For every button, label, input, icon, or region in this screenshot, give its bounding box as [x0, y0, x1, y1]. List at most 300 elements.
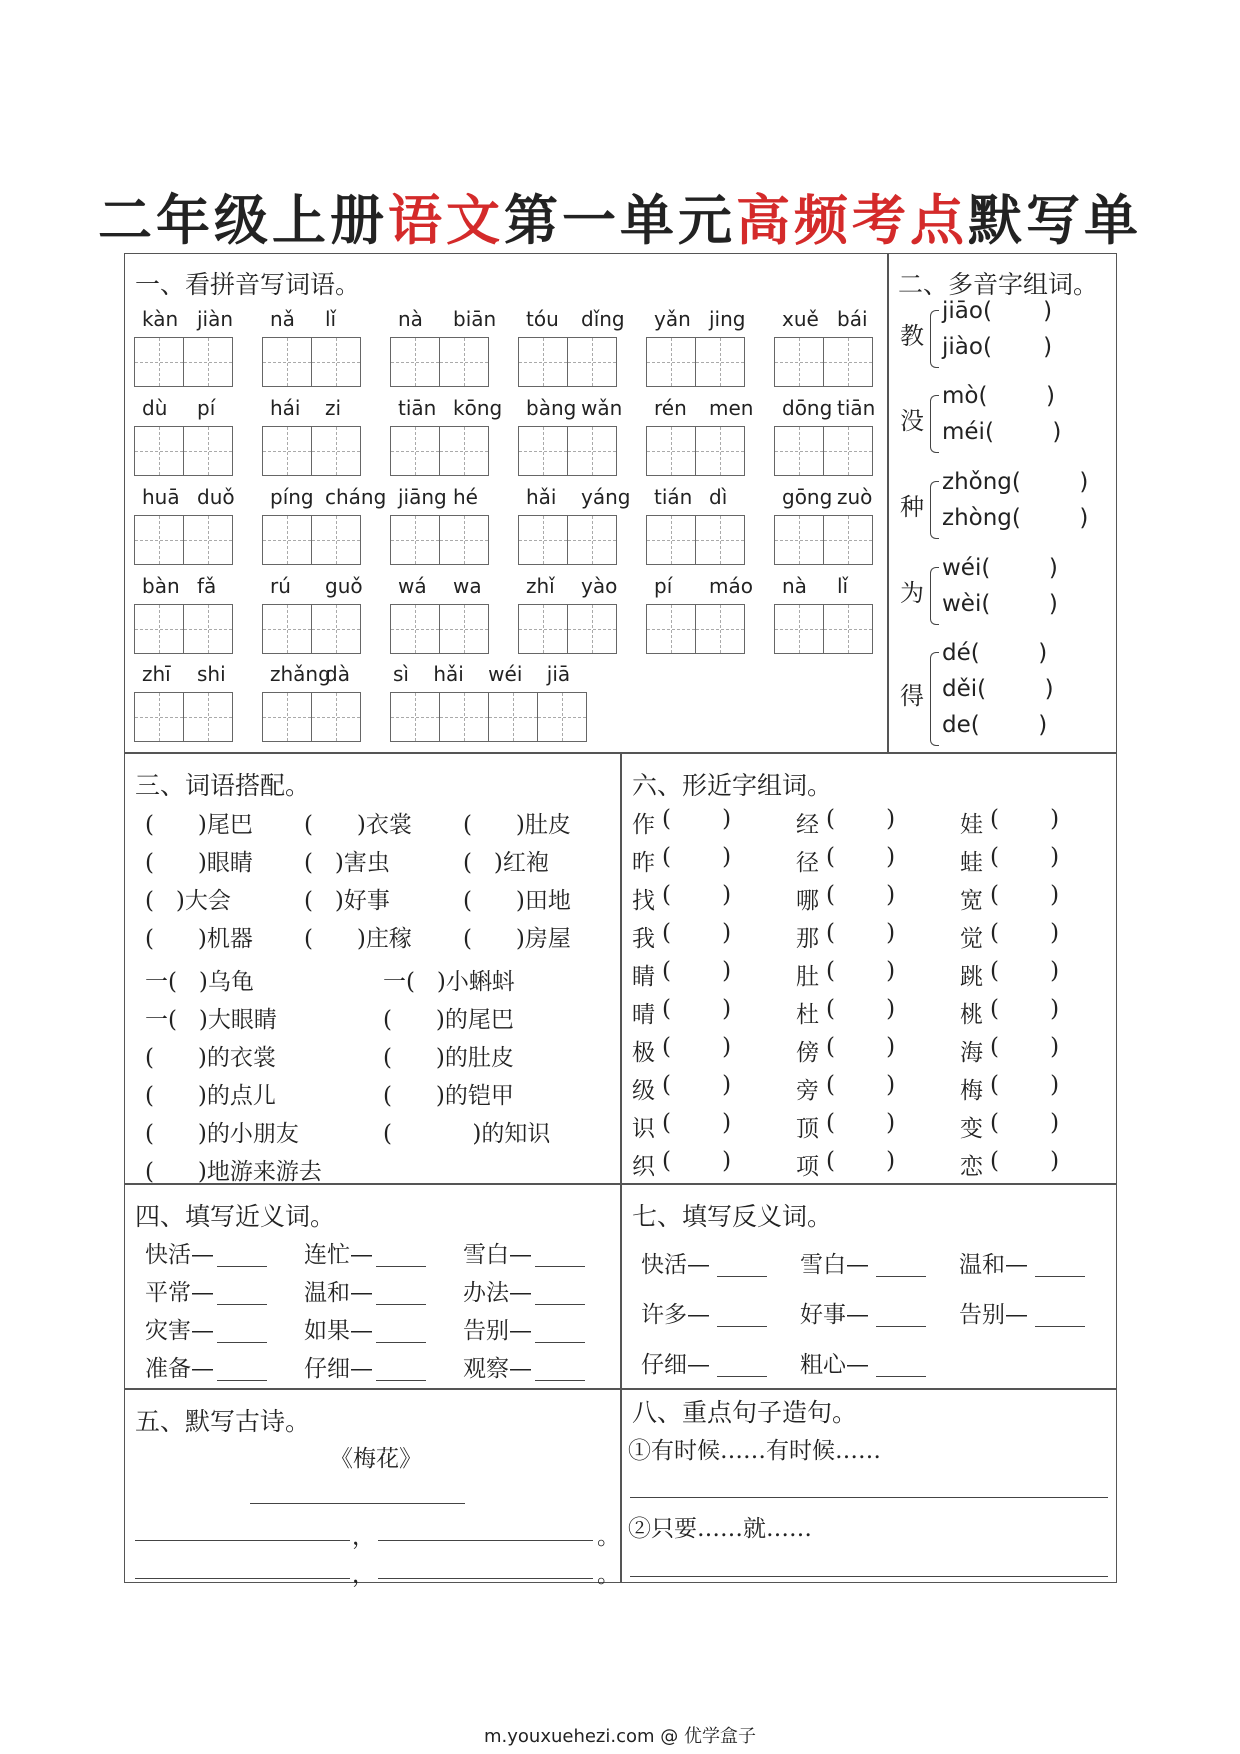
- polyphonic-char: 为: [900, 579, 924, 607]
- writing-grid[interactable]: [390, 515, 488, 565]
- pinyin-label: fǎ: [197, 574, 217, 598]
- synonym-blank[interactable]: [376, 1304, 426, 1305]
- tian-zi-cell[interactable]: [518, 604, 568, 654]
- polyphonic-char: 种: [900, 493, 924, 521]
- collocation-item[interactable]: ( )害虫: [304, 850, 390, 876]
- tian-zi-cell[interactable]: [774, 604, 824, 654]
- synonym-word: 灾害—: [145, 1318, 214, 1344]
- writing-grid[interactable]: [646, 426, 744, 476]
- similar-char: 项: [796, 1154, 819, 1180]
- tian-zi-cell[interactable]: [439, 692, 489, 742]
- tian-zi-cell[interactable]: [390, 692, 440, 742]
- similar-char-blank[interactable]: ( ): [826, 882, 896, 908]
- synonym-blank[interactable]: [376, 1380, 426, 1381]
- pinyin-label: tiān: [398, 396, 437, 420]
- pinyin-label: biān: [453, 307, 497, 331]
- writing-grid[interactable]: [390, 604, 488, 654]
- similar-char: 海: [960, 1040, 983, 1066]
- collocation-item[interactable]: 一( )大眼睛: [145, 1007, 277, 1033]
- pinyin-label: jiàn: [197, 307, 234, 331]
- tian-zi-cell[interactable]: [439, 604, 489, 654]
- pinyin-label: lǐ: [837, 574, 849, 598]
- collocation-item[interactable]: ( )的小朋友: [145, 1121, 299, 1147]
- pinyin-label: jiāng: [398, 485, 447, 509]
- polyphonic-item[interactable]: dé( ): [942, 640, 1048, 666]
- similar-char-blank[interactable]: ( ): [990, 1110, 1060, 1136]
- similar-char-blank[interactable]: ( ): [990, 996, 1060, 1022]
- tian-zi-cell[interactable]: [390, 337, 440, 387]
- pinyin-label: nà: [782, 574, 807, 598]
- writing-grid[interactable]: [390, 337, 488, 387]
- similar-char-blank[interactable]: ( ): [990, 1034, 1060, 1060]
- sentence-answer-blank[interactable]: [630, 1576, 1108, 1577]
- similar-char-blank[interactable]: ( ): [662, 844, 732, 870]
- writing-grid[interactable]: [646, 515, 744, 565]
- brace-icon: [930, 481, 939, 539]
- similar-char-blank[interactable]: ( ): [990, 882, 1060, 908]
- similar-char: 桃: [960, 1002, 983, 1028]
- tian-zi-cell[interactable]: [695, 515, 745, 565]
- pinyin-label: hé: [453, 485, 478, 509]
- synonym-word: 连忙—: [304, 1242, 373, 1268]
- pinyin-label: yǎn: [654, 307, 691, 331]
- similar-char: 我: [632, 926, 655, 952]
- similar-char-blank[interactable]: ( ): [826, 1148, 896, 1174]
- writing-grid[interactable]: [262, 426, 360, 476]
- pinyin-label: hǎi: [526, 485, 557, 509]
- tian-zi-cell[interactable]: [823, 604, 873, 654]
- similar-char: 级: [632, 1078, 655, 1104]
- similar-char-blank[interactable]: ( ): [990, 1148, 1060, 1174]
- divider: [620, 752, 622, 1583]
- comma: ，: [352, 1524, 375, 1550]
- pinyin-label: kōng: [453, 396, 503, 420]
- similar-char-blank[interactable]: ( ): [990, 958, 1060, 984]
- tian-zi-cell[interactable]: [183, 604, 233, 654]
- collocation-item[interactable]: 一( )小蝌蚪: [383, 969, 515, 995]
- similar-char: 跳: [960, 964, 983, 990]
- tian-zi-cell[interactable]: [311, 426, 361, 476]
- synonym-word: 平常—: [145, 1280, 214, 1306]
- comma: ，: [352, 1562, 375, 1588]
- collocation-item[interactable]: ( )的尾巴: [383, 1007, 514, 1033]
- pinyin-label: guǒ: [325, 574, 363, 598]
- similar-char-blank[interactable]: ( ): [662, 958, 732, 984]
- synonym-blank[interactable]: [376, 1342, 426, 1343]
- page-title: 二年级上册语文第一单元高频考点默写单: [98, 188, 1142, 252]
- pinyin-label: bàng: [526, 396, 577, 420]
- brace-icon: [930, 567, 939, 625]
- writing-grid[interactable]: [518, 337, 616, 387]
- section-title: 七、填写反义词。: [632, 1202, 833, 1231]
- tian-zi-cell[interactable]: [134, 692, 184, 742]
- similar-char-blank[interactable]: ( ): [662, 1034, 732, 1060]
- sentence-prompt: ②只要……就……: [628, 1516, 812, 1542]
- poem-line-blank[interactable]: [378, 1540, 593, 1541]
- writing-grid[interactable]: [134, 604, 232, 654]
- pinyin-label: dà: [325, 662, 350, 686]
- antonym-blank[interactable]: [717, 1376, 767, 1377]
- collocation-item[interactable]: ( )尾巴: [145, 812, 253, 838]
- tian-zi-cell[interactable]: [774, 426, 824, 476]
- tian-zi-cell[interactable]: [134, 337, 184, 387]
- section-title: 三、词语搭配。: [135, 771, 311, 800]
- tian-zi-cell[interactable]: [646, 515, 696, 565]
- collocation-item[interactable]: ( )地游来游去: [145, 1159, 322, 1185]
- similar-char-blank[interactable]: ( ): [662, 996, 732, 1022]
- tian-zi-cell[interactable]: [262, 604, 312, 654]
- section-title: 八、重点句子造句。: [632, 1398, 858, 1427]
- tian-zi-cell[interactable]: [311, 604, 361, 654]
- antonym-word: 快活—: [641, 1252, 710, 1278]
- divider: [887, 253, 889, 753]
- antonym-word: 仔细—: [641, 1352, 710, 1378]
- antonym-blank[interactable]: [876, 1326, 926, 1327]
- pinyin-label: rú: [270, 574, 291, 598]
- similar-char-blank[interactable]: ( ): [990, 844, 1060, 870]
- similar-char: 晴: [632, 1002, 655, 1028]
- tian-zi-cell[interactable]: [695, 426, 745, 476]
- tian-zi-cell[interactable]: [390, 604, 440, 654]
- antonym-word: 雪白—: [800, 1252, 869, 1278]
- poem-author-blank[interactable]: [250, 1503, 465, 1504]
- similar-char: 极: [632, 1040, 655, 1066]
- polyphonic-item[interactable]: děi( ): [942, 676, 1054, 702]
- similar-char-blank[interactable]: ( ): [662, 1110, 732, 1136]
- similar-char: 径: [796, 850, 819, 876]
- tian-zi-cell[interactable]: [311, 337, 361, 387]
- pinyin-label: máo: [709, 574, 753, 598]
- collocation-item[interactable]: ( )眼睛: [145, 850, 253, 876]
- pinyin-label: cháng: [325, 485, 387, 509]
- similar-char: 昨: [632, 850, 655, 876]
- period: 。: [597, 1562, 620, 1588]
- tian-zi-cell[interactable]: [823, 337, 873, 387]
- pinyin-label: dōng: [782, 396, 833, 420]
- tian-zi-cell[interactable]: [134, 426, 184, 476]
- polyphonic-item[interactable]: wéi( ): [942, 555, 1058, 581]
- polyphonic-item[interactable]: de( ): [942, 712, 1048, 738]
- tian-zi-cell[interactable]: [518, 426, 568, 476]
- synonym-blank[interactable]: [376, 1266, 426, 1267]
- poem-line-blank[interactable]: [378, 1578, 593, 1579]
- pinyin-label: wa: [453, 574, 482, 598]
- antonym-word: 好事—: [800, 1302, 869, 1328]
- collocation-item[interactable]: ( )肚皮: [463, 812, 571, 838]
- pinyin-label: tóu: [526, 307, 559, 331]
- similar-char-blank[interactable]: ( ): [662, 1072, 732, 1098]
- pinyin-label: rén: [654, 396, 687, 420]
- pinyin-label: wá: [398, 574, 427, 598]
- similar-char: 梅: [960, 1078, 983, 1104]
- similar-char-blank[interactable]: ( ): [990, 806, 1060, 832]
- pinyin-label: zhǎng: [270, 662, 331, 686]
- pinyin-label: zi: [325, 396, 342, 420]
- synonym-blank[interactable]: [535, 1342, 585, 1343]
- similar-char-blank[interactable]: ( ): [826, 806, 896, 832]
- similar-char-blank[interactable]: ( ): [826, 1110, 896, 1136]
- polyphonic-item[interactable]: wèi( ): [942, 591, 1058, 617]
- collocation-item[interactable]: ( )田地: [463, 888, 571, 914]
- pinyin-label: pí: [654, 574, 673, 598]
- pinyin-label: zuò: [837, 485, 873, 509]
- period: 。: [597, 1524, 620, 1550]
- writing-grid[interactable]: [134, 515, 232, 565]
- pinyin-label: pí: [197, 396, 216, 420]
- section-title: 二、多音字组词。: [898, 270, 1099, 299]
- brace-icon: [930, 652, 939, 746]
- writing-grid[interactable]: [262, 515, 360, 565]
- similar-char-blank[interactable]: ( ): [826, 996, 896, 1022]
- brace-icon: [930, 395, 939, 453]
- pinyin-label: huā: [142, 485, 180, 509]
- collocation-item[interactable]: ( )房屋: [463, 926, 571, 952]
- synonym-blank[interactable]: [217, 1380, 267, 1381]
- tian-zi-cell[interactable]: [262, 692, 312, 742]
- polyphonic-item[interactable]: méi( ): [942, 419, 1062, 445]
- antonym-blank[interactable]: [876, 1276, 926, 1277]
- similar-char: 睛: [632, 964, 655, 990]
- synonym-blank[interactable]: [535, 1266, 585, 1267]
- polyphonic-char: 得: [900, 682, 924, 710]
- polyphonic-char: 教: [900, 322, 924, 350]
- tian-zi-cell[interactable]: [537, 692, 587, 742]
- synonym-blank[interactable]: [535, 1380, 585, 1381]
- tian-zi-cell[interactable]: [774, 515, 824, 565]
- tian-zi-cell[interactable]: [695, 604, 745, 654]
- polyphonic-char: 没: [900, 407, 924, 435]
- similar-char: 织: [632, 1154, 655, 1180]
- similar-char: 觉: [960, 926, 983, 952]
- pinyin-label: shi: [197, 662, 226, 686]
- collocation-item[interactable]: ( )红袍: [463, 850, 549, 876]
- antonym-blank[interactable]: [717, 1326, 767, 1327]
- similar-char: 娃: [960, 812, 983, 838]
- similar-char-blank[interactable]: ( ): [826, 958, 896, 984]
- pinyin-label: sì hǎi wéi jiā: [393, 662, 571, 686]
- collocation-item[interactable]: ( )的知识: [383, 1121, 551, 1147]
- tian-zi-cell[interactable]: [695, 337, 745, 387]
- tian-zi-cell[interactable]: [262, 515, 312, 565]
- writing-grid[interactable]: [774, 515, 872, 565]
- synonym-word: 告别—: [463, 1318, 532, 1344]
- pinyin-label: kàn: [142, 307, 179, 331]
- writing-grid[interactable]: [518, 604, 616, 654]
- pinyin-label: hái: [270, 396, 301, 420]
- antonym-word: 粗心—: [800, 1352, 869, 1378]
- tian-zi-cell[interactable]: [646, 337, 696, 387]
- tian-zi-cell[interactable]: [262, 426, 312, 476]
- writing-grid[interactable]: [774, 604, 872, 654]
- polyphonic-item[interactable]: jiāo( ): [942, 298, 1053, 324]
- tian-zi-cell[interactable]: [134, 515, 184, 565]
- tian-zi-cell[interactable]: [774, 337, 824, 387]
- tian-zi-cell[interactable]: [567, 337, 617, 387]
- poem-line-blank[interactable]: [135, 1578, 350, 1579]
- writing-grid[interactable]: [262, 604, 360, 654]
- synonym-word: 准备—: [145, 1356, 214, 1382]
- pinyin-label: zhǐ: [526, 574, 555, 598]
- similar-char: 蛙: [960, 850, 983, 876]
- similar-char-blank[interactable]: ( ): [826, 1072, 896, 1098]
- similar-char-blank[interactable]: ( ): [662, 882, 732, 908]
- similar-char: 经: [796, 812, 819, 838]
- footer-credit: m.youxuehezi.com @ 优学盒子: [483, 1726, 756, 1747]
- tian-zi-cell[interactable]: [439, 337, 489, 387]
- collocation-item[interactable]: ( )的点儿: [145, 1083, 276, 1109]
- section-title: 一、看拼音写词语。: [135, 270, 361, 299]
- tian-zi-cell[interactable]: [439, 426, 489, 476]
- tian-zi-cell[interactable]: [518, 515, 568, 565]
- tian-zi-cell[interactable]: [488, 692, 538, 742]
- similar-char: 找: [632, 888, 655, 914]
- collocation-item[interactable]: ( )的肚皮: [383, 1045, 514, 1071]
- similar-char: 旁: [796, 1078, 819, 1104]
- pinyin-label: tián: [654, 485, 693, 509]
- section-title: 六、形近字组词。: [632, 771, 833, 800]
- similar-char-blank[interactable]: ( ): [990, 1072, 1060, 1098]
- divider: [124, 1388, 1117, 1390]
- synonym-blank[interactable]: [217, 1266, 267, 1267]
- writing-grid[interactable]: [774, 337, 872, 387]
- similar-char: 作: [632, 812, 655, 838]
- synonym-blank[interactable]: [535, 1304, 585, 1305]
- synonym-word: 办法—: [463, 1280, 532, 1306]
- synonym-word: 快活—: [145, 1242, 214, 1268]
- tian-zi-cell[interactable]: [823, 426, 873, 476]
- antonym-blank[interactable]: [717, 1276, 767, 1277]
- writing-grid[interactable]: [518, 426, 616, 476]
- collocation-item[interactable]: 一( )乌龟: [145, 969, 254, 995]
- similar-char: 识: [632, 1116, 655, 1142]
- section-title: 四、填写近义词。: [135, 1202, 336, 1231]
- pinyin-label: yáng: [581, 485, 631, 509]
- sentence-answer-blank[interactable]: [630, 1497, 1108, 1498]
- writing-grid[interactable]: [134, 426, 232, 476]
- tian-zi-cell[interactable]: [183, 426, 233, 476]
- synonym-word: 雪白—: [463, 1242, 532, 1268]
- antonym-word: 温和—: [959, 1252, 1028, 1278]
- collocation-item[interactable]: ( )的铠甲: [383, 1083, 514, 1109]
- writing-grid[interactable]: [262, 337, 360, 387]
- writing-grid[interactable]: [390, 692, 586, 742]
- tian-zi-cell[interactable]: [262, 337, 312, 387]
- pinyin-label: nà: [398, 307, 423, 331]
- collocation-item[interactable]: ( )的衣裳: [145, 1045, 276, 1071]
- similar-char-blank[interactable]: ( ): [662, 806, 732, 832]
- writing-grid[interactable]: [134, 337, 232, 387]
- pinyin-label: jing: [709, 307, 746, 331]
- tian-zi-cell[interactable]: [567, 426, 617, 476]
- collocation-item[interactable]: ( )庄稼: [304, 926, 412, 952]
- similar-char: 那: [796, 926, 819, 952]
- collocation-item[interactable]: ( )衣裳: [304, 812, 412, 838]
- similar-char: 变: [960, 1116, 983, 1142]
- tian-zi-cell[interactable]: [311, 692, 361, 742]
- tian-zi-cell[interactable]: [311, 515, 361, 565]
- pinyin-label: zhī: [142, 662, 171, 686]
- writing-grid[interactable]: [134, 692, 232, 742]
- synonym-word: 观察—: [463, 1356, 532, 1382]
- synonym-word: 仔细—: [304, 1356, 373, 1382]
- similar-char-blank[interactable]: ( ): [662, 920, 732, 946]
- writing-grid[interactable]: [518, 515, 616, 565]
- tian-zi-cell[interactable]: [183, 515, 233, 565]
- tian-zi-cell[interactable]: [183, 692, 233, 742]
- synonym-blank[interactable]: [217, 1304, 267, 1305]
- pinyin-label: wǎn: [581, 396, 623, 420]
- similar-char-blank[interactable]: ( ): [662, 1148, 732, 1174]
- tian-zi-cell[interactable]: [134, 604, 184, 654]
- writing-grid[interactable]: [646, 604, 744, 654]
- tian-zi-cell[interactable]: [390, 426, 440, 476]
- collocation-item[interactable]: ( )好事: [304, 888, 390, 914]
- similar-char: 顶: [796, 1116, 819, 1142]
- similar-char: 哪: [796, 888, 819, 914]
- polyphonic-item[interactable]: zhòng( ): [942, 505, 1089, 531]
- similar-char-blank[interactable]: ( ): [826, 844, 896, 870]
- polyphonic-item[interactable]: jiào( ): [942, 334, 1053, 360]
- pinyin-label: xuě: [782, 307, 819, 331]
- antonym-word: 许多—: [641, 1302, 710, 1328]
- polyphonic-item[interactable]: zhǒng( ): [942, 469, 1089, 495]
- tian-zi-cell[interactable]: [567, 604, 617, 654]
- pinyin-label: yào: [581, 574, 618, 598]
- similar-char-blank[interactable]: ( ): [990, 920, 1060, 946]
- writing-grid[interactable]: [390, 426, 488, 476]
- antonym-word: 告别—: [959, 1302, 1028, 1328]
- pinyin-label: bái: [837, 307, 868, 331]
- similar-char-blank[interactable]: ( ): [826, 920, 896, 946]
- writing-grid[interactable]: [646, 337, 744, 387]
- similar-char: 杜: [796, 1002, 819, 1028]
- writing-grid[interactable]: [262, 692, 360, 742]
- section-title: 五、默写古诗。: [135, 1407, 311, 1436]
- pinyin-label: bàn: [142, 574, 180, 598]
- tian-zi-cell[interactable]: [646, 426, 696, 476]
- synonym-word: 如果—: [304, 1318, 373, 1344]
- antonym-blank[interactable]: [1035, 1326, 1085, 1327]
- poem-line-blank[interactable]: [135, 1540, 350, 1541]
- sentence-prompt: ①有时候……有时候……: [628, 1438, 881, 1464]
- similar-char-blank[interactable]: ( ): [826, 1034, 896, 1060]
- tian-zi-cell[interactable]: [567, 515, 617, 565]
- similar-char: 肚: [796, 964, 819, 990]
- pinyin-label: tiān: [837, 396, 876, 420]
- pinyin-label: dǐng: [581, 307, 625, 331]
- writing-grid[interactable]: [774, 426, 872, 476]
- pinyin-label: dù: [142, 396, 168, 420]
- synonym-blank[interactable]: [217, 1342, 267, 1343]
- pinyin-label: dì: [709, 485, 728, 509]
- tian-zi-cell[interactable]: [439, 515, 489, 565]
- pinyin-label: lǐ: [325, 307, 337, 331]
- polyphonic-item[interactable]: mò( ): [942, 383, 1055, 409]
- similar-char: 宽: [960, 888, 983, 914]
- antonym-blank[interactable]: [1035, 1276, 1085, 1277]
- tian-zi-cell[interactable]: [646, 604, 696, 654]
- poem-title: 《梅花》: [330, 1446, 422, 1472]
- collocation-item[interactable]: ( )机器: [145, 926, 253, 952]
- pinyin-label: duǒ: [197, 485, 235, 509]
- similar-char: 傍: [796, 1040, 819, 1066]
- tian-zi-cell[interactable]: [390, 515, 440, 565]
- tian-zi-cell[interactable]: [518, 337, 568, 387]
- collocation-item[interactable]: ( )大会: [145, 888, 231, 914]
- tian-zi-cell[interactable]: [183, 337, 233, 387]
- tian-zi-cell[interactable]: [823, 515, 873, 565]
- antonym-blank[interactable]: [876, 1376, 926, 1377]
